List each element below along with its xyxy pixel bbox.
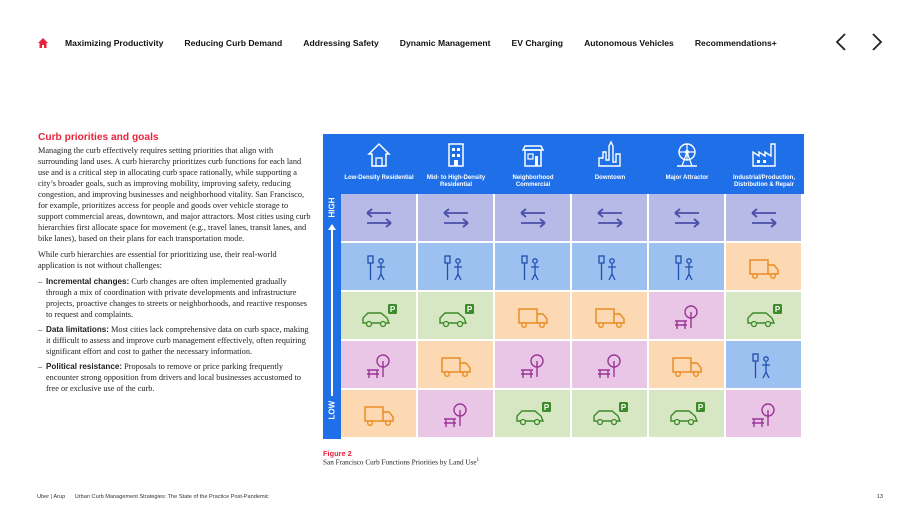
intro-paragraph: Managing the curb effectively requires setting priorities that align with surrounding land uses. A curb hierarchy prioritizes curb functions for each land use and is a critical step in allocating curb space rationally, while supporting a city’s broader goals, such as improving mobility, improving safety, reducing congestion, and improving businesses and neighborhood vitality. San Francisco, for example, prioritizes access for people and goods over vehicle storage to support commercial areas, downtown, and major attractors. Most cities using curb hierarchies first allocate space for movement (e.g., travel lanes, transit lanes, and bike lanes), based on their plans for each transportation mode. — [38, 146, 311, 243]
movement-arrows-icon — [359, 203, 399, 233]
priority-cell-movement — [649, 194, 725, 242]
bullet-title: Incremental changes: — [46, 277, 130, 286]
skyline-icon — [596, 140, 624, 168]
bullet-dash: – — [38, 362, 43, 371]
chevron-right-icon — [870, 32, 884, 52]
bullet-text: Most cities lack comprehensive data on curb space, making it difficult to assess and improve curb management effectively, often requiring significant effort and cost to gather the necessary information. — [46, 325, 309, 356]
car-parking-icon — [590, 399, 630, 429]
challenges-paragraph: While curb hierarchies are essential for prioritizing use, their real-world application is not without challenges: — [38, 250, 277, 270]
priority-arrow-icon — [331, 226, 333, 396]
page-number: 13 — [876, 494, 883, 500]
column-header-label: Downtown — [594, 175, 626, 181]
car-parking-icon — [513, 399, 553, 429]
nav-menu — [65, 38, 798, 48]
transit-stop-icon — [667, 252, 707, 282]
footer-brand: Uber | Arup — [37, 494, 66, 500]
bench-tree-icon — [436, 399, 476, 429]
challenges-list — [38, 276, 314, 394]
priority-cell-movement — [495, 194, 571, 242]
delivery-truck-icon — [513, 301, 553, 331]
curb-priority-figure — [323, 134, 804, 439]
caption-footnote: 1 — [476, 458, 480, 463]
priority-cell-storage — [495, 390, 571, 438]
column-header — [649, 134, 725, 194]
svg-text:P: P — [620, 402, 626, 412]
transit-stop-icon — [744, 350, 784, 380]
svg-text:P: P — [466, 304, 472, 314]
movement-arrows-icon — [590, 203, 630, 233]
house-icon — [365, 140, 393, 168]
list-item — [38, 276, 314, 320]
transit-stop-icon — [436, 252, 476, 282]
column-header-label: Neighborhood Commercial — [512, 175, 554, 188]
delivery-truck-icon — [667, 350, 707, 380]
priority-cell-loading — [726, 243, 802, 291]
priority-cell-loading — [649, 341, 725, 389]
priority-cell-loading — [495, 292, 571, 340]
previous-page-button[interactable] — [834, 32, 848, 52]
transit-stop-icon — [513, 252, 553, 282]
apartment-icon — [442, 140, 470, 168]
nav-item-ev-charging[interactable]: EV Charging — [511, 38, 564, 48]
priority-cell-loading — [418, 341, 494, 389]
priority-cell-activation — [418, 390, 494, 438]
priority-cell-transit — [572, 243, 648, 291]
priority-cell-loading — [572, 292, 648, 340]
list-item — [38, 324, 314, 357]
svg-text:P: P — [774, 304, 780, 314]
transit-stop-icon — [590, 252, 630, 282]
next-page-button[interactable] — [870, 32, 884, 52]
movement-arrows-icon — [513, 203, 553, 233]
column-header-label: Major Attractor — [665, 175, 709, 181]
car-parking-icon — [744, 301, 784, 331]
svg-text:P: P — [389, 304, 395, 314]
bullet-title: Data limitations: — [46, 325, 109, 334]
priority-cell-movement — [341, 194, 417, 242]
nav-item-dynamic-management[interactable]: Dynamic Management — [399, 38, 491, 48]
bench-tree-icon — [359, 350, 399, 380]
nav-item-addressing-safety[interactable]: Addressing Safety — [303, 38, 379, 48]
chevron-left-icon — [834, 32, 848, 52]
factory-icon — [750, 140, 778, 168]
column-header — [495, 134, 571, 194]
figure-caption — [323, 458, 479, 466]
priority-cell-activation — [495, 341, 571, 389]
movement-arrows-icon — [667, 203, 707, 233]
priority-cell-loading — [341, 390, 417, 438]
priority-cell-movement — [418, 194, 494, 242]
priority-cell-storage — [341, 292, 417, 340]
priority-cell-activation — [341, 341, 417, 389]
priority-cell-activation — [572, 341, 648, 389]
priority-cell-storage — [418, 292, 494, 340]
figure-title: Figure 2 — [323, 449, 352, 458]
delivery-truck-icon — [359, 399, 399, 429]
column-header-label: Industrial/Production, Distribution & Repair — [732, 175, 795, 188]
top-nav — [37, 34, 798, 52]
nav-item-reducing-curb-demand[interactable]: Reducing Curb Demand — [184, 38, 283, 48]
car-parking-icon — [667, 399, 707, 429]
home-icon[interactable] — [37, 37, 49, 49]
priority-cell-movement — [726, 194, 802, 242]
storefront-icon — [519, 140, 547, 168]
priority-cell-transit — [649, 243, 725, 291]
svg-text:P: P — [697, 402, 703, 412]
bullet-text: Curb changes are often implemented gradually through a mix of coordination with private developments and infrastructure projects, proactive changes to streets or neighborhoods, and reactive responses to request and complaints. — [46, 277, 308, 319]
priority-cell-storage — [726, 292, 802, 340]
priority-cell-activation — [649, 292, 725, 340]
column-header — [418, 134, 494, 194]
delivery-truck-icon — [436, 350, 476, 380]
column-header — [341, 134, 417, 194]
bench-tree-icon — [744, 399, 784, 429]
nav-item-recommendations[interactable]: Recommendations+ — [694, 38, 777, 48]
priority-cell-transit — [341, 243, 417, 291]
column-header-label: Mid- to High-Density Residential — [426, 175, 486, 188]
priority-cell-transit — [495, 243, 571, 291]
pager — [834, 32, 884, 52]
ferris-wheel-icon — [673, 140, 701, 168]
list-item — [38, 361, 314, 394]
priority-cell-transit — [726, 341, 802, 389]
priority-cell-movement — [572, 194, 648, 242]
bullet-text: Proposals to remove or price parking frequently encounter strong opposition from drivers and local businesses accustomed to free or exclusive use of the curb. — [46, 362, 302, 393]
delivery-truck-icon — [744, 252, 784, 282]
footer-doc-title: Urban Curb Management Strategies: The State of the Practice Post-Pandemic — [74, 494, 269, 500]
car-parking-icon — [359, 301, 399, 331]
figure-caption-text: San Francisco Curb Functions Priorities by Land Use — [323, 458, 477, 467]
bench-tree-icon — [667, 301, 707, 331]
nav-item-maximizing-productivity[interactable]: Maximizing Productivity — [65, 38, 164, 48]
priority-cell-transit — [418, 243, 494, 291]
bullet-dash: – — [38, 325, 43, 334]
column-header — [726, 134, 802, 194]
priority-cell-activation — [726, 390, 802, 438]
bench-tree-icon — [513, 350, 553, 380]
footer — [37, 494, 277, 500]
column-header — [572, 134, 648, 194]
column-header-label: Low-Density Residential — [344, 175, 414, 181]
transit-stop-icon — [359, 252, 399, 282]
car-parking-icon — [436, 301, 476, 331]
bullet-title: Political resistance: — [46, 362, 123, 371]
svg-text:P: P — [543, 402, 549, 412]
bench-tree-icon — [590, 350, 630, 380]
bullet-dash: – — [38, 277, 43, 286]
priority-cell-storage — [572, 390, 648, 438]
delivery-truck-icon — [590, 301, 630, 331]
nav-item-autonomous-vehicles[interactable]: Autonomous Vehicles — [584, 38, 674, 48]
text-column — [38, 132, 314, 398]
movement-arrows-icon — [744, 203, 784, 233]
movement-arrows-icon — [436, 203, 476, 233]
section-title: Curb priorities and goals — [38, 132, 159, 143]
priority-cell-storage — [649, 390, 725, 438]
axis-low-label: LOW — [327, 400, 337, 420]
axis-high-label: HIGH — [327, 197, 337, 218]
